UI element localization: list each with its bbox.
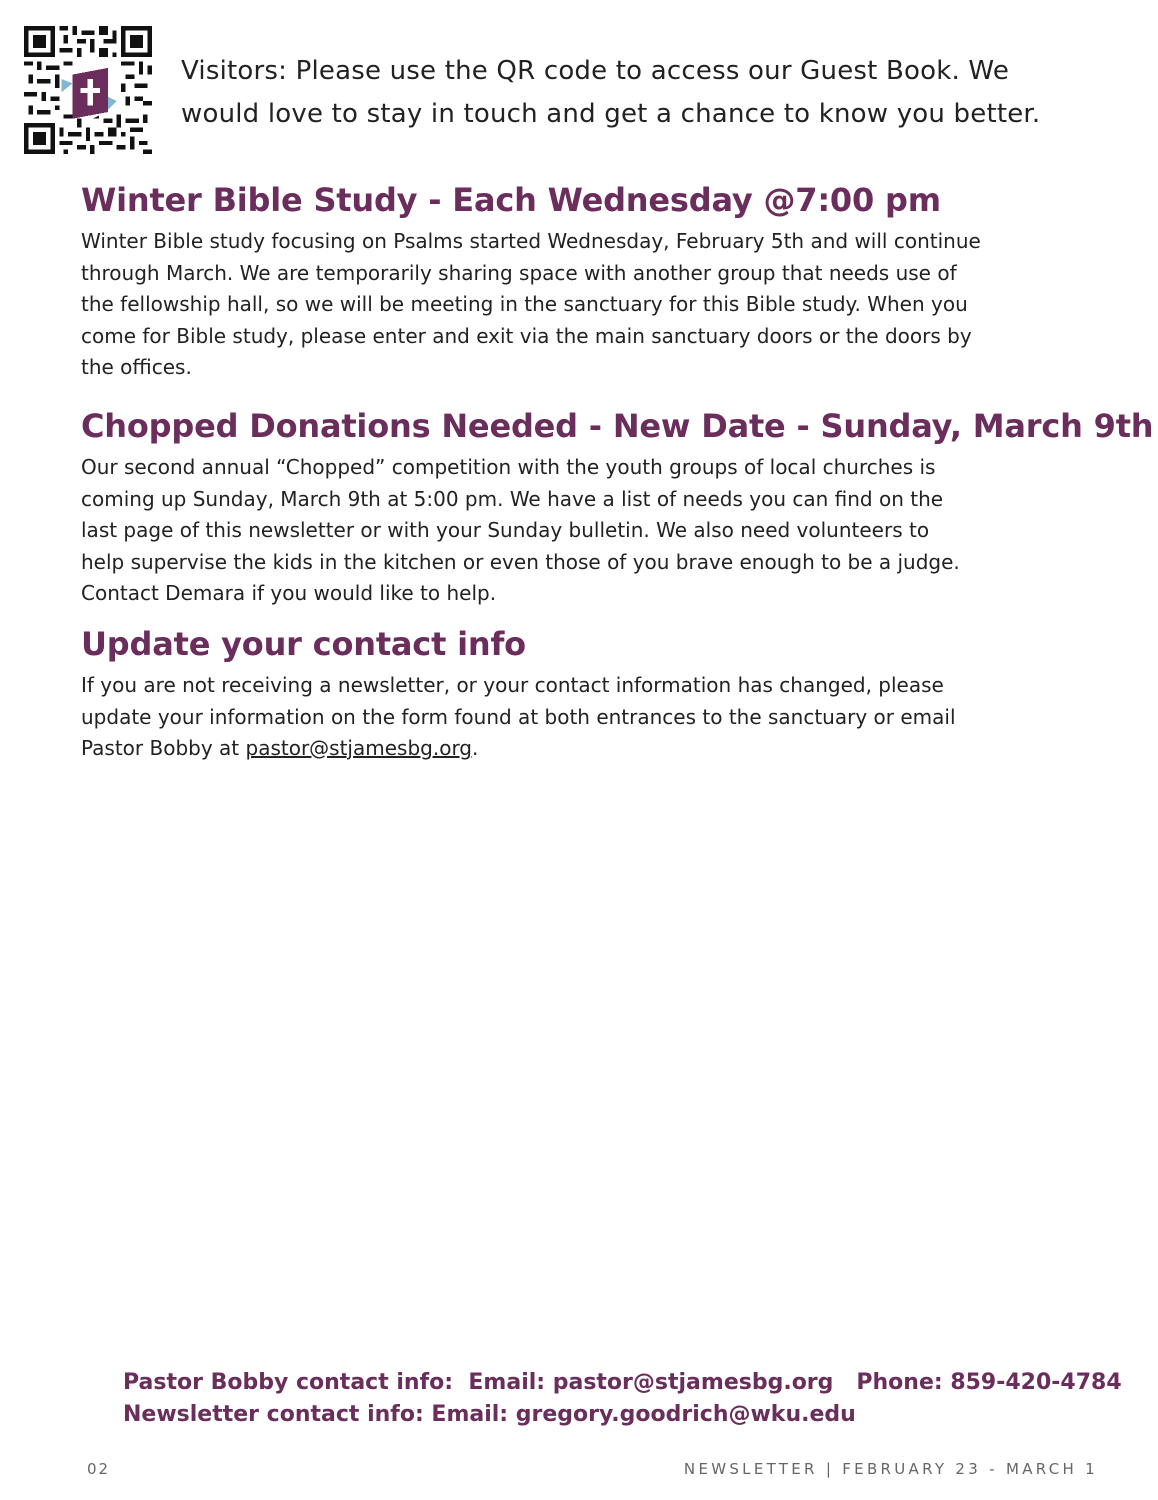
body-line: the offices. xyxy=(81,355,192,379)
section-title: Chopped Donations Needed - New Date - Sunday, March 9th xyxy=(81,407,1154,445)
body-line: If you are not receiving a newsletter, or your contact information has changed, please xyxy=(81,673,944,697)
footer-label: NEWSLETTER | FEBRUARY 23 - MARCH 1 xyxy=(683,1460,1098,1478)
visitor-message xyxy=(181,50,1131,136)
section-body xyxy=(81,452,1141,610)
section-body xyxy=(81,226,1141,384)
body-line: coming up Sunday, March 9th at 5:00 pm. We have a list of needs you can find on the xyxy=(81,486,944,511)
visitor-line-1: Visitors: Please use the QR code to access our Guest Book. We xyxy=(181,56,1010,86)
body-line: update your information on the form found at both entrances to the sanctuary or email xyxy=(81,704,956,729)
section-title: Update your contact info xyxy=(81,625,526,663)
section-chopped-donations xyxy=(81,404,1154,610)
section-bible-study xyxy=(81,178,1141,384)
body-line-with-email xyxy=(81,733,1141,765)
page-number: 02 xyxy=(87,1460,111,1478)
body-line: the fellowship hall, so we will be meeting in the sanctuary for this Bible study. When you xyxy=(81,292,968,316)
newsletter-contact: Newsletter contact info: Email: gregory.goodrich@wku.edu xyxy=(123,1402,856,1427)
body-line: Winter Bible study focusing on Psalms started Wednesday, February 5th and will continue xyxy=(81,229,981,253)
section-update-contact xyxy=(81,622,1141,765)
qr-code[interactable] xyxy=(24,26,152,154)
body-line: through March. We are temporarily sharing space with another group that needs use of xyxy=(81,260,957,285)
section-body xyxy=(81,670,1141,765)
body-line: Our second annual “Chopped” competition with the youth groups of local churches is xyxy=(81,455,936,479)
body-line: help supervise the kids in the kitchen or even those of you brave enough to be a judge. xyxy=(81,549,960,574)
body-line-suffix: . xyxy=(472,736,479,760)
pastor-contact: Pastor Bobby contact info: Email: pastor@stjamesbg.org Phone: 859-420-4784 xyxy=(123,1370,1122,1395)
visitor-line-2: would love to stay in touch and get a chance to know you better. xyxy=(181,99,1041,129)
pastor-email-link[interactable]: pastor@stjamesbg.org xyxy=(245,736,473,760)
section-title: Winter Bible Study - Each Wednesday @7:00 pm xyxy=(81,181,941,219)
body-line: Contact Demara if you would like to help. xyxy=(81,581,497,605)
body-line: come for Bible study, please enter and exit via the main sanctuary doors or the doors by xyxy=(81,323,972,348)
body-line: last page of this newsletter or with your Sunday bulletin. We also need volunteers to xyxy=(81,518,930,542)
body-line-prefix: Pastor Bobby at xyxy=(81,736,246,760)
qr-code-icon xyxy=(24,26,152,154)
contact-info xyxy=(123,1367,1122,1431)
